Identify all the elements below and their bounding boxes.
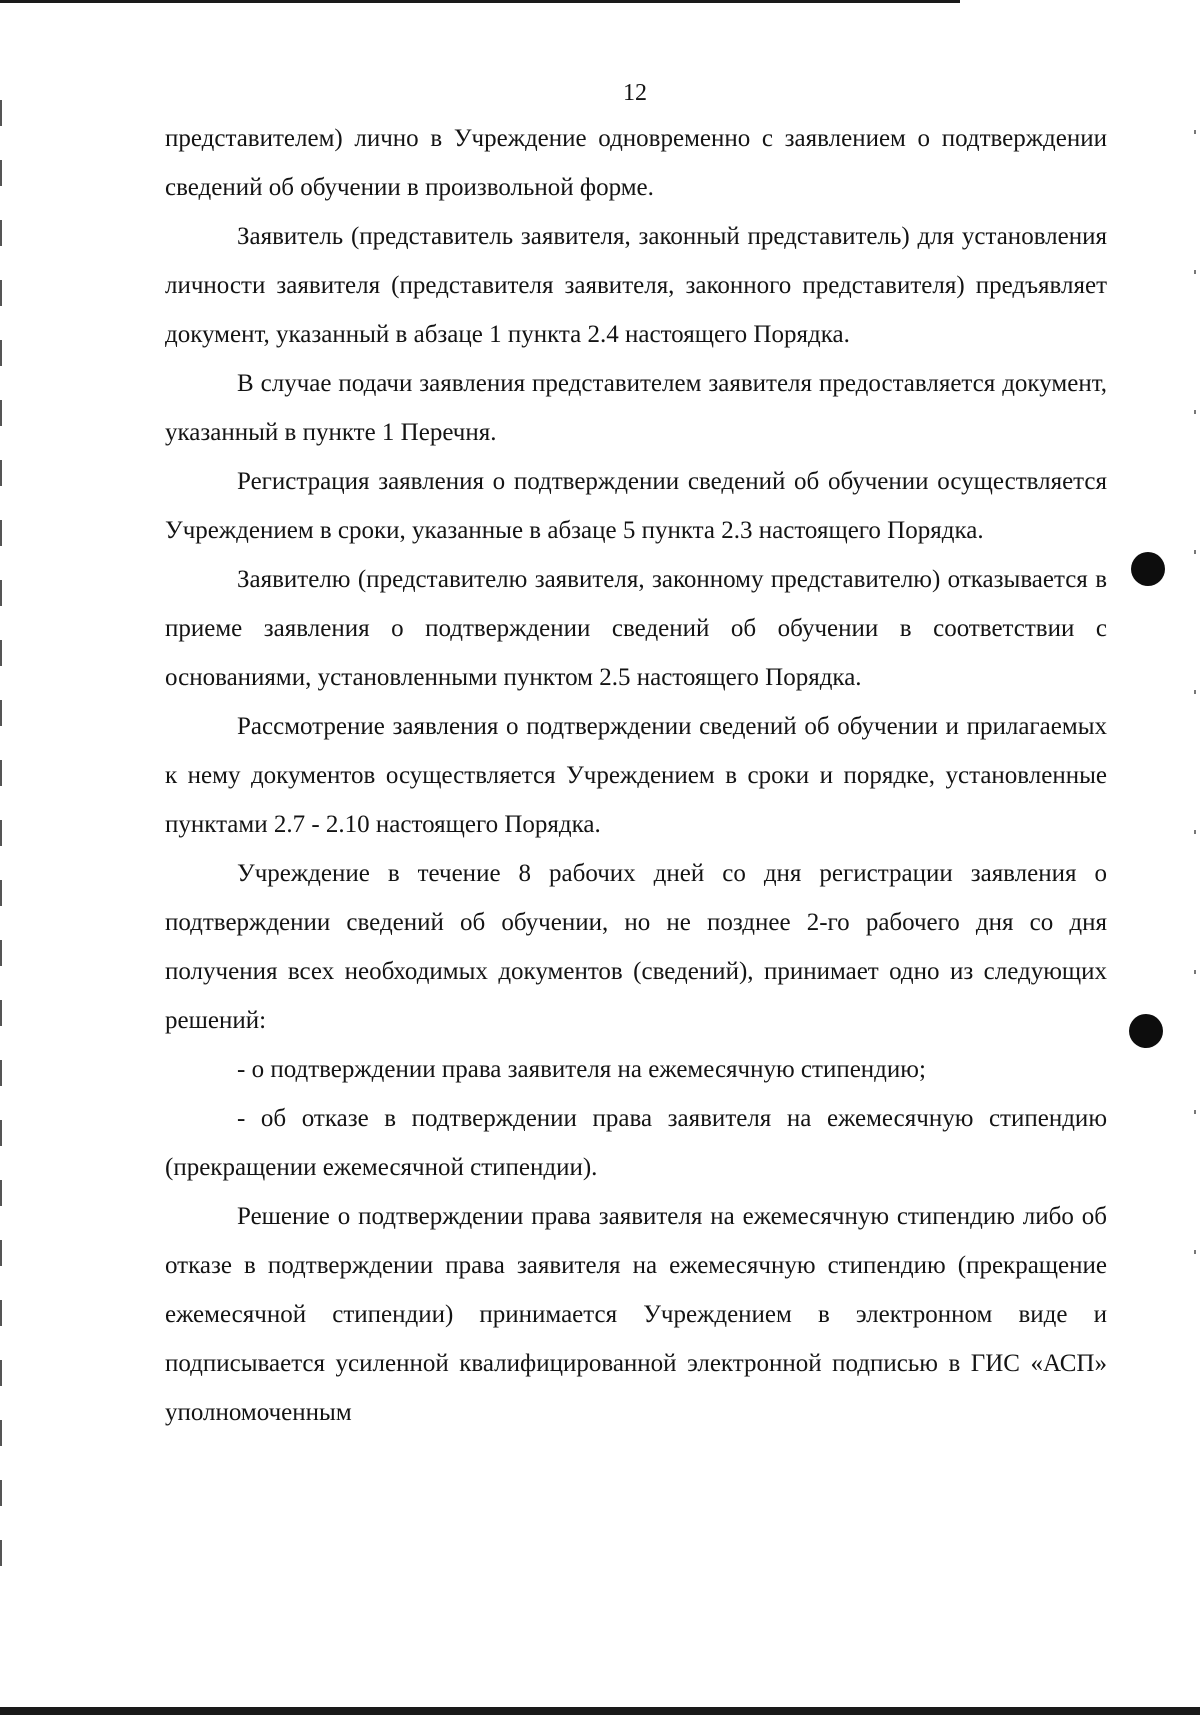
- left-scan-edge: [0, 100, 2, 1580]
- bottom-scan-border: [0, 1707, 1200, 1715]
- paragraph-decision-signing: Решение о подтверждении права заявителя на ежемесячную стипендию либо об отказе в подтверждении права заявителя на ежемесячную стипендию (прекращение ежемесячной стипендии) принимается Учреждением в электронном виде и подписывается усиленной квалифицированной электронной подписью в ГИС «АСП» уполномоченным: [165, 1203, 1107, 1426]
- list-item-denial: - об отказе в подтверждении права заявителя на ежемесячную стипендию (прекращении ежемесячной стипендии).: [165, 1105, 1107, 1181]
- list-item-confirmation: - о подтверждении права заявителя на ежемесячную стипендию;: [237, 1056, 926, 1083]
- paragraph-representative: В случае подачи заявления представителем заявителя предоставляется документ, указанный в пункте 1 Перечня.: [165, 370, 1107, 446]
- document-body: [165, 114, 1107, 1437]
- page-number: 12: [623, 80, 647, 106]
- paragraph-registration: Регистрация заявления о подтверждении сведений об обучении осуществляется Учреждением в сроки, указанные в абзаце 5 пункта 2.3 настоящего Порядка.: [165, 468, 1107, 544]
- punch-hole-lower: [1129, 1014, 1163, 1048]
- paragraph-refusal: Заявителю (представителю заявителя, законному представителю) отказывается в приеме заявления о подтверждении сведений об обучении в соответствии с основаниями, установленными пунктом 2.5 настоящего Порядка.: [165, 566, 1107, 691]
- right-scan-edge: [1194, 130, 1196, 1330]
- paragraph-continuation: представителем) лично в Учреждение одновременно с заявлением о подтверждении сведений об обучении в произвольной форме.: [165, 125, 1107, 201]
- paragraph-decision-timeline: Учреждение в течение 8 рабочих дней со дня регистрации заявления о подтверждении сведений об обучении, но не позднее 2-го рабочего дня со дня получения всех необходимых документов (сведений), принимает одно из следующих решений:: [165, 860, 1107, 1034]
- paragraph-identity: Заявитель (представитель заявителя, законный представитель) для установления личности заявителя (представителя заявителя, законного представителя) предъявляет документ, указанный в абзаце 1 пункта 2.4 настоящего Порядка.: [165, 223, 1107, 348]
- paragraph-consideration: Рассмотрение заявления о подтверждении сведений об обучении и прилагаемых к нему документов осуществляется Учреждением в сроки и порядке, установленные пунктами 2.7 - 2.10 настоящего Порядка.: [165, 713, 1107, 838]
- top-scan-border: [0, 0, 960, 3]
- punch-hole-upper: [1131, 552, 1165, 586]
